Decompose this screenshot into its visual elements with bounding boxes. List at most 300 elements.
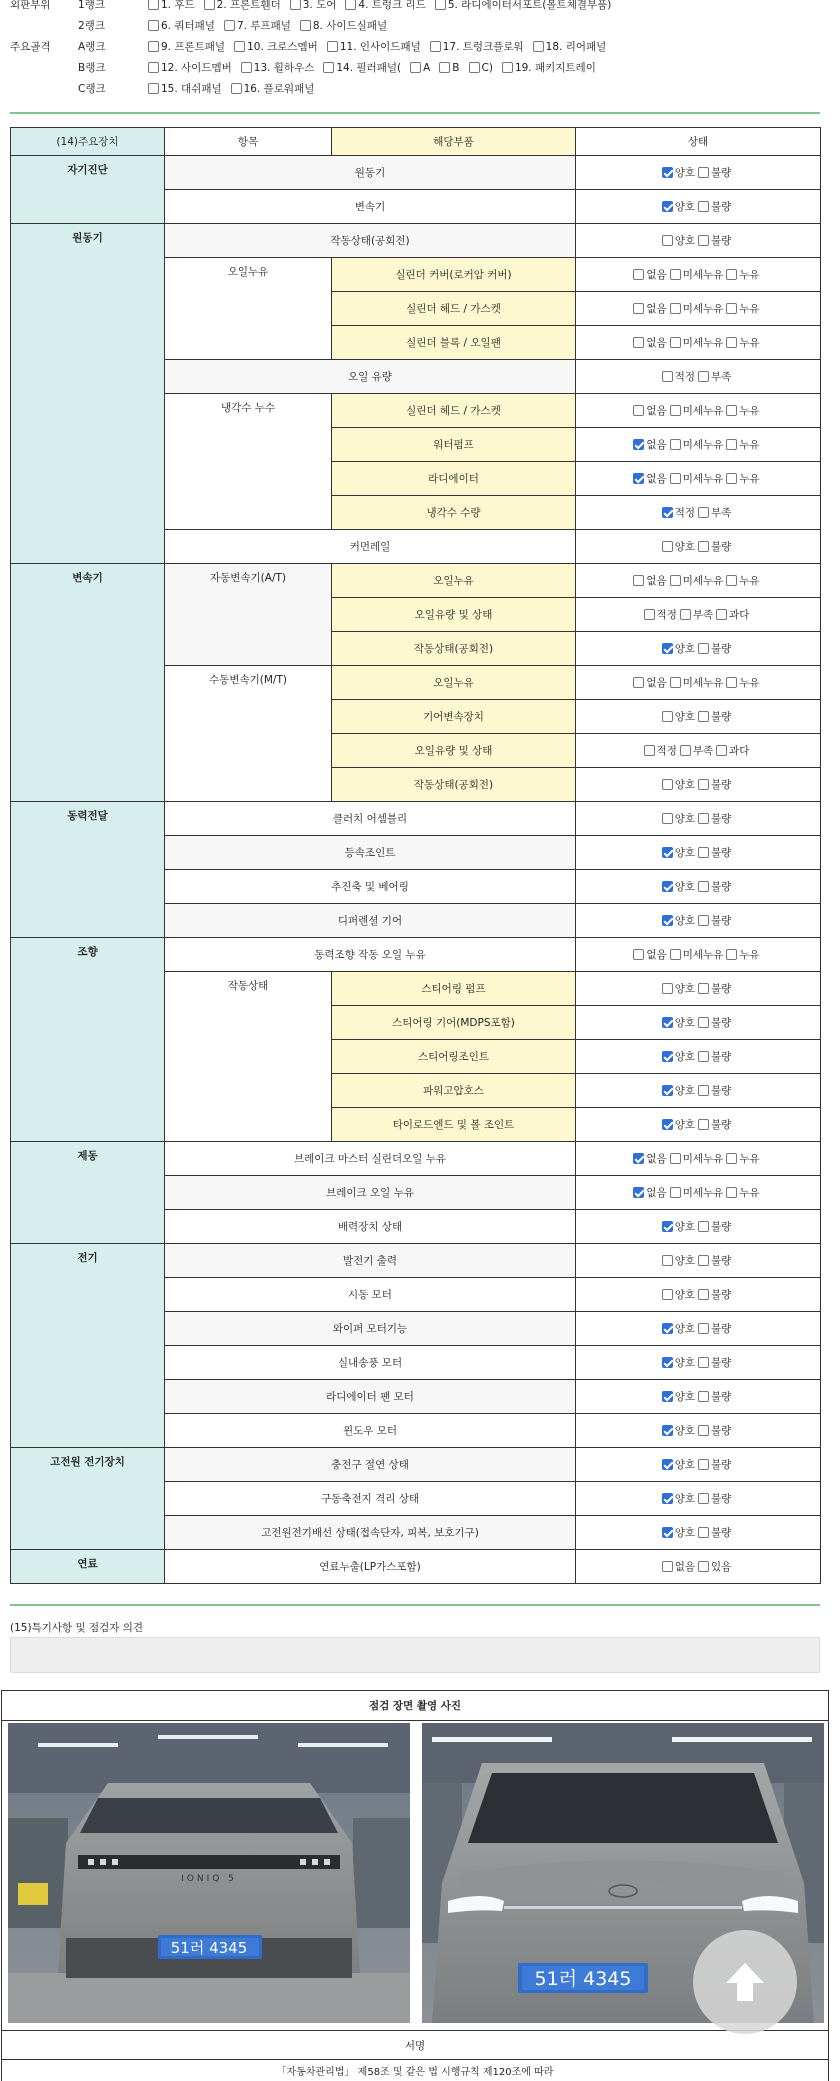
status-checkbox[interactable] xyxy=(670,1187,681,1198)
status-label: 과다 xyxy=(729,744,750,757)
panel-category: 주요골격 xyxy=(10,41,51,53)
status-checkbox[interactable] xyxy=(662,813,673,824)
status-cell xyxy=(576,768,821,802)
status-cell xyxy=(576,1482,821,1516)
status-label: 누유 xyxy=(739,948,760,961)
inspection-subitem: 작동상태 xyxy=(165,972,332,1142)
status-label: 양호 xyxy=(674,812,695,825)
panel-checkbox[interactable] xyxy=(323,62,334,73)
inspection-item: 시동 모터 xyxy=(165,1278,576,1312)
inspection-item: 브레이크 마스터 실린더오일 누유 xyxy=(165,1142,576,1176)
device-category: 변속기 xyxy=(11,564,165,802)
status-cell xyxy=(576,1414,821,1448)
status-option xyxy=(698,1287,731,1302)
status-checkbox[interactable] xyxy=(698,1391,709,1402)
status-label: 없음 xyxy=(646,948,667,961)
panel-row xyxy=(10,57,830,78)
status-option xyxy=(726,675,759,690)
status-cell xyxy=(576,156,821,190)
status-checkbox[interactable] xyxy=(644,745,655,756)
table-row xyxy=(11,1550,821,1584)
status-cell xyxy=(576,904,821,938)
panel-checkbox[interactable] xyxy=(231,83,242,94)
status-option xyxy=(633,1185,666,1200)
status-checkbox[interactable] xyxy=(662,371,673,382)
status-checkbox[interactable] xyxy=(698,1357,709,1368)
panel-checkbox[interactable] xyxy=(439,62,450,73)
status-option xyxy=(662,1015,695,1030)
status-option xyxy=(698,811,731,826)
status-label: 양호 xyxy=(674,710,695,723)
device-category: 연료 xyxy=(11,1550,165,1584)
status-checkbox[interactable] xyxy=(670,269,681,280)
status-label: 불량 xyxy=(711,1084,732,1097)
status-checkbox[interactable] xyxy=(698,643,709,654)
status-option xyxy=(662,709,695,724)
panel-checkbox[interactable] xyxy=(148,0,159,10)
inspection-item: 고전원전기배선 상태(접속단자, 피복, 보호기구) xyxy=(165,1516,576,1550)
panel-checkbox[interactable] xyxy=(430,41,441,52)
status-option xyxy=(662,1253,695,1268)
status-label: 불량 xyxy=(711,846,732,859)
inspection-item: 윈도우 모터 xyxy=(165,1414,576,1448)
status-checkbox[interactable] xyxy=(662,847,673,858)
status-label: 불량 xyxy=(711,914,732,927)
status-cell xyxy=(576,1142,821,1176)
status-checkbox[interactable] xyxy=(680,609,691,620)
device-category: 자기진단 xyxy=(11,156,165,224)
status-label: 없음 xyxy=(646,574,667,587)
status-checkbox[interactable] xyxy=(698,1017,709,1028)
status-option xyxy=(662,1423,695,1438)
status-checkbox[interactable] xyxy=(726,949,737,960)
status-checkbox[interactable] xyxy=(662,1119,673,1130)
panel-item-label: 19. 패키지트레이 xyxy=(514,62,596,74)
status-checkbox[interactable] xyxy=(726,677,737,688)
inspection-subitem: 자동변속기(A/T) xyxy=(165,564,332,666)
status-cell xyxy=(576,972,821,1006)
inspection-item: 동력조향 작동 오일 누유 xyxy=(165,938,576,972)
status-checkbox[interactable] xyxy=(698,1493,709,1504)
panel-checkbox[interactable] xyxy=(148,20,159,31)
status-option xyxy=(662,981,695,996)
status-checkbox[interactable] xyxy=(698,1119,709,1130)
status-option xyxy=(726,403,759,418)
panel-item-label: 6. 쿼터패널 xyxy=(161,20,215,32)
panel-checkbox[interactable] xyxy=(148,41,159,52)
status-checkbox[interactable] xyxy=(633,473,644,484)
status-option xyxy=(633,335,666,350)
status-checkbox[interactable] xyxy=(698,1561,709,1572)
status-option xyxy=(698,641,731,656)
status-checkbox[interactable] xyxy=(662,1051,673,1062)
status-checkbox[interactable] xyxy=(698,167,709,178)
status-option xyxy=(726,267,759,282)
status-checkbox[interactable] xyxy=(662,235,673,246)
status-cell xyxy=(576,190,821,224)
status-option xyxy=(698,1083,731,1098)
status-label: 불량 xyxy=(711,1424,732,1437)
status-label: 없음 xyxy=(646,438,667,451)
status-checkbox[interactable] xyxy=(662,167,673,178)
panel-item-label: 12. 사이드멤버 xyxy=(161,62,232,74)
status-checkbox[interactable] xyxy=(698,881,709,892)
header-status: 상태 xyxy=(576,128,821,156)
status-label: 양호 xyxy=(674,1390,695,1403)
status-checkbox[interactable] xyxy=(698,779,709,790)
status-label: 누유 xyxy=(739,574,760,587)
status-checkbox[interactable] xyxy=(698,1425,709,1436)
status-option xyxy=(670,1185,724,1200)
status-option xyxy=(633,1151,666,1166)
status-option xyxy=(662,879,695,894)
inspection-part: 기어변속장치 xyxy=(332,700,576,734)
device-category: 제동 xyxy=(11,1142,165,1244)
status-checkbox[interactable] xyxy=(633,677,644,688)
status-option xyxy=(662,1117,695,1132)
panel-checkbox[interactable] xyxy=(327,41,338,52)
status-checkbox[interactable] xyxy=(716,745,727,756)
status-option xyxy=(670,335,724,350)
status-label: 부족 xyxy=(711,370,732,383)
status-option xyxy=(662,369,695,384)
panel-item xyxy=(323,60,401,75)
panel-item-label: 18. 리어패널 xyxy=(545,41,607,53)
status-checkbox[interactable] xyxy=(716,609,727,620)
panel-item xyxy=(439,62,459,74)
panel-item xyxy=(533,39,607,54)
inspection-item: 커먼레일 xyxy=(165,530,576,564)
status-cell xyxy=(576,224,821,258)
status-option xyxy=(726,335,759,350)
status-checkbox[interactable] xyxy=(662,1221,673,1232)
status-cell xyxy=(576,1210,821,1244)
status-option xyxy=(644,743,677,758)
status-checkbox[interactable] xyxy=(698,1255,709,1266)
status-cell xyxy=(576,326,821,360)
panel-checkbox[interactable] xyxy=(241,62,252,73)
status-checkbox[interactable] xyxy=(726,405,737,416)
status-checkbox[interactable] xyxy=(698,201,709,212)
status-label: 있음 xyxy=(711,1560,732,1573)
rear-photo xyxy=(8,1723,410,2023)
panel-checkbox[interactable] xyxy=(290,0,301,10)
status-label: 미세누유 xyxy=(682,948,724,961)
status-checkbox[interactable] xyxy=(698,915,709,926)
status-label: 없음 xyxy=(646,268,667,281)
status-checkbox[interactable] xyxy=(670,473,681,484)
arrow-up-icon xyxy=(722,1959,768,2005)
inspection-part: 오일유량 및 상태 xyxy=(332,598,576,632)
status-checkbox[interactable] xyxy=(670,949,681,960)
status-option xyxy=(680,743,713,758)
status-checkbox[interactable] xyxy=(633,405,644,416)
status-checkbox[interactable] xyxy=(662,201,673,212)
status-checkbox[interactable] xyxy=(662,915,673,926)
panel-item xyxy=(290,0,337,12)
status-checkbox[interactable] xyxy=(662,1289,673,1300)
device-category: 원동기 xyxy=(11,224,165,564)
inspection-item: 브레이크 오일 누유 xyxy=(165,1176,576,1210)
status-checkbox[interactable] xyxy=(698,813,709,824)
panel-checkbox[interactable] xyxy=(435,0,446,10)
status-option xyxy=(698,1321,731,1336)
status-option xyxy=(662,539,695,554)
status-checkbox[interactable] xyxy=(662,507,673,518)
status-option xyxy=(633,301,666,316)
law-text: 「자동차관리법」 제58조 및 같은 법 시행규칙 제120조에 따라 xyxy=(276,2067,554,2078)
status-checkbox[interactable] xyxy=(726,303,737,314)
status-checkbox[interactable] xyxy=(633,1153,644,1164)
status-checkbox[interactable] xyxy=(698,983,709,994)
status-option xyxy=(670,1151,724,1166)
status-option xyxy=(698,539,731,554)
device-category: 동력전달 xyxy=(11,802,165,938)
status-option xyxy=(662,199,695,214)
inspection-item: 추진축 및 베어링 xyxy=(165,870,576,904)
status-cell xyxy=(576,1244,821,1278)
status-cell xyxy=(576,530,821,564)
status-label: 적정 xyxy=(674,506,695,519)
panel-checkbox[interactable] xyxy=(234,41,245,52)
status-option xyxy=(698,1457,731,1472)
inspection-item: 등속조인트 xyxy=(165,836,576,870)
status-option xyxy=(698,845,731,860)
panel-item-label: 13. 휠하우스 xyxy=(253,62,315,74)
status-checkbox[interactable] xyxy=(662,881,673,892)
status-label: 누유 xyxy=(739,1186,760,1199)
table-row xyxy=(11,564,821,598)
status-label: 부족 xyxy=(692,744,714,757)
status-checkbox[interactable] xyxy=(698,1051,709,1062)
status-checkbox[interactable] xyxy=(662,779,673,790)
inspection-item: 발전기 출력 xyxy=(165,1244,576,1278)
status-checkbox[interactable] xyxy=(662,1017,673,1028)
status-checkbox[interactable] xyxy=(662,1459,673,1470)
status-label: 불량 xyxy=(711,1390,732,1403)
status-label: 양호 xyxy=(674,1084,695,1097)
table-row xyxy=(11,156,821,190)
status-cell xyxy=(576,496,821,530)
status-label: 양호 xyxy=(674,1526,695,1539)
status-option xyxy=(662,1355,695,1370)
status-checkbox[interactable] xyxy=(726,473,737,484)
status-checkbox[interactable] xyxy=(633,439,644,450)
panel-item-label: 10. 크로스멤버 xyxy=(247,41,318,53)
inspection-item: 배력장치 상태 xyxy=(165,1210,576,1244)
inspection-item: 디퍼렌셜 기어 xyxy=(165,904,576,938)
status-label: 불량 xyxy=(711,1254,732,1267)
status-label: 미세누유 xyxy=(682,404,724,417)
status-checkbox[interactable] xyxy=(662,643,673,654)
inspection-part: 스티어링 펌프 xyxy=(332,972,576,1006)
status-cell xyxy=(576,1312,821,1346)
section-divider xyxy=(10,1604,820,1606)
panel-item-label: C) xyxy=(481,61,493,74)
status-checkbox[interactable] xyxy=(662,541,673,552)
status-label: 미세누유 xyxy=(682,676,724,689)
status-cell xyxy=(576,462,821,496)
status-checkbox[interactable] xyxy=(670,677,681,688)
panel-checkbox[interactable] xyxy=(502,62,513,73)
panel-checkbox[interactable] xyxy=(533,41,544,52)
status-checkbox[interactable] xyxy=(633,1187,644,1198)
panel-checkbox[interactable] xyxy=(300,20,311,31)
status-label: 양호 xyxy=(674,1220,695,1233)
status-cell xyxy=(576,360,821,394)
status-label: 불량 xyxy=(711,1492,732,1505)
status-checkbox[interactable] xyxy=(698,1085,709,1096)
status-label: 미세누유 xyxy=(682,336,724,349)
status-checkbox[interactable] xyxy=(698,1527,709,1538)
status-label: 양호 xyxy=(674,200,695,213)
status-checkbox[interactable] xyxy=(633,949,644,960)
panel-checkbox[interactable] xyxy=(469,62,480,73)
status-checkbox[interactable] xyxy=(662,1561,673,1572)
panel-checkbox[interactable] xyxy=(410,62,421,73)
status-label: 불량 xyxy=(711,880,732,893)
status-checkbox[interactable] xyxy=(633,303,644,314)
status-label: 없음 xyxy=(646,404,667,417)
status-checkbox[interactable] xyxy=(670,337,681,348)
plate-right: 51러 4345 xyxy=(534,1968,632,1990)
status-label: 양호 xyxy=(674,1288,695,1301)
section-divider xyxy=(10,112,820,114)
status-checkbox[interactable] xyxy=(698,711,709,722)
panel-row xyxy=(10,0,830,15)
panel-item xyxy=(224,18,291,33)
status-option xyxy=(633,573,666,588)
status-checkbox[interactable] xyxy=(670,303,681,314)
status-option xyxy=(726,573,759,588)
status-label: 양호 xyxy=(674,1050,695,1063)
status-option xyxy=(633,437,666,452)
inspection-item: 변속기 xyxy=(165,190,576,224)
status-option xyxy=(662,1321,695,1336)
status-checkbox[interactable] xyxy=(698,371,709,382)
status-label: 양호 xyxy=(674,1016,695,1029)
inspection-item: 오일 유량 xyxy=(165,360,576,394)
panel-checkbox[interactable] xyxy=(148,62,159,73)
status-checkbox[interactable] xyxy=(726,1153,737,1164)
status-checkbox[interactable] xyxy=(726,337,737,348)
status-option xyxy=(698,1117,731,1132)
status-label: 과다 xyxy=(729,608,750,621)
panel-item-label: 3. 도어 xyxy=(302,0,337,11)
status-label: 불량 xyxy=(711,778,732,791)
status-checkbox[interactable] xyxy=(662,1357,673,1368)
panel-item-label: 15. 대쉬패널 xyxy=(161,83,222,95)
status-label: 누유 xyxy=(739,404,760,417)
status-checkbox[interactable] xyxy=(670,1153,681,1164)
status-checkbox[interactable] xyxy=(698,1289,709,1300)
scroll-top-button[interactable] xyxy=(693,1930,797,2034)
panel-item-label: 7. 루프패널 xyxy=(236,20,291,32)
inspection-item: 라디에이터 팬 모터 xyxy=(165,1380,576,1414)
signature-label: 서명 xyxy=(2,2030,828,2060)
status-checkbox[interactable] xyxy=(644,609,655,620)
status-cell xyxy=(576,1006,821,1040)
status-checkbox[interactable] xyxy=(726,439,737,450)
status-checkbox[interactable] xyxy=(662,1391,673,1402)
status-checkbox[interactable] xyxy=(680,745,691,756)
status-checkbox[interactable] xyxy=(726,269,737,280)
status-checkbox[interactable] xyxy=(698,541,709,552)
device-category: 전기 xyxy=(11,1244,165,1448)
status-label: 미세누유 xyxy=(682,574,724,587)
status-checkbox[interactable] xyxy=(662,1085,673,1096)
status-checkbox[interactable] xyxy=(662,711,673,722)
panel-item xyxy=(435,0,612,12)
status-checkbox[interactable] xyxy=(698,235,709,246)
status-label: 불량 xyxy=(711,166,732,179)
panel-checkbox[interactable] xyxy=(224,20,235,31)
status-label: 없음 xyxy=(646,676,667,689)
status-option xyxy=(662,1287,695,1302)
status-checkbox[interactable] xyxy=(662,1527,673,1538)
status-label: 양호 xyxy=(674,540,695,553)
status-label: 미세누유 xyxy=(682,302,724,315)
inspection-part: 오일누유 xyxy=(332,564,576,598)
panel-checkbox[interactable] xyxy=(345,0,356,10)
status-label: 양호 xyxy=(674,982,695,995)
status-checkbox[interactable] xyxy=(662,983,673,994)
status-checkbox[interactable] xyxy=(633,337,644,348)
panel-checkbox[interactable] xyxy=(204,0,215,10)
status-option xyxy=(662,845,695,860)
panel-item-label: 11. 인사이드패널 xyxy=(339,41,421,53)
panel-item xyxy=(345,0,425,12)
status-checkbox[interactable] xyxy=(726,1187,737,1198)
status-checkbox[interactable] xyxy=(662,1425,673,1436)
panel-checkbox[interactable] xyxy=(148,83,159,94)
status-checkbox[interactable] xyxy=(698,1459,709,1470)
status-checkbox[interactable] xyxy=(662,1255,673,1266)
status-cell xyxy=(576,1108,821,1142)
status-checkbox[interactable] xyxy=(670,405,681,416)
panel-rank: 1랭크 xyxy=(78,0,105,11)
status-option xyxy=(726,471,759,486)
status-label: 누유 xyxy=(739,1152,760,1165)
status-option xyxy=(662,1219,695,1234)
remarks-field[interactable] xyxy=(10,1637,820,1673)
status-label: 미세누유 xyxy=(682,1152,724,1165)
status-checkbox[interactable] xyxy=(662,1493,673,1504)
status-checkbox[interactable] xyxy=(662,1323,673,1334)
status-checkbox[interactable] xyxy=(698,1323,709,1334)
status-label: 불량 xyxy=(711,1526,732,1539)
status-checkbox[interactable] xyxy=(633,269,644,280)
status-option xyxy=(662,1525,695,1540)
status-checkbox[interactable] xyxy=(670,439,681,450)
status-checkbox[interactable] xyxy=(698,1221,709,1232)
status-checkbox[interactable] xyxy=(698,507,709,518)
status-checkbox[interactable] xyxy=(698,847,709,858)
status-label: 불량 xyxy=(711,1458,732,1471)
status-cell xyxy=(576,394,821,428)
panel-item-label: 1. 후드 xyxy=(161,0,195,11)
panel-item xyxy=(300,18,387,33)
status-checkbox[interactable] xyxy=(633,575,644,586)
status-checkbox[interactable] xyxy=(726,575,737,586)
status-label: 없음 xyxy=(646,302,667,315)
status-option xyxy=(662,641,695,656)
panel-item xyxy=(148,39,225,54)
status-cell xyxy=(576,1516,821,1550)
status-option xyxy=(644,607,677,622)
status-checkbox[interactable] xyxy=(670,575,681,586)
inspection-part: 실린더 블록 / 오일팬 xyxy=(332,326,576,360)
